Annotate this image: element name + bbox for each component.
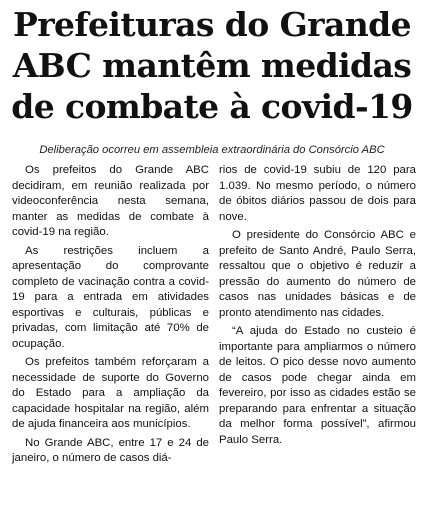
left-column <box>12 163 209 470</box>
headline <box>6 4 418 127</box>
subtitle: Deliberação ocorreu em assembleia extraordinária do Consórcio ABC <box>39 144 385 156</box>
paragraph: O presidente do Consórcio ABC e prefeito de Santo André, Paulo Serra, ressaltou que o objetivo é reduzir a pressão do aumento do número de casos nas unidades básicas e de pronto atendimento nas cidades. <box>219 229 416 319</box>
paragraph: As restrições incluem a apresentação do comprovante completo de vacinação contra a covid-19 para a entrada em atividades esportivas e culturais, públicas e privadas, com limitação até 70% de ocupação. <box>12 244 209 350</box>
headline-line: ABC mantêm medidas <box>12 46 412 85</box>
paragraph: Os prefeitos do Grande ABC decidiram, em reunião realizada por videoconferência nesta semana, manter as medidas de combate à covid-19 na região. <box>12 164 209 238</box>
headline-line: de combate à covid-19 <box>11 87 413 126</box>
headline-line: Prefeituras do Grande <box>13 5 411 44</box>
right-column <box>219 163 416 451</box>
paragraph: No Grande ABC, entre 17 e 24 de janeiro, o número de casos diá- <box>12 436 209 464</box>
paragraph: rios de covid-19 subiu de 120 para 1.039. No mesmo período, o número de óbitos diários passou de dois para nove. <box>219 164 416 223</box>
paragraph: “A ajuda do Estado no custeio é importante para ampliarmos o número de leitos. O pico desse novo aumento de casos pode chegar ainda em fevereiro, por isso as cidades estão se preparando para enfrentar a situação da melhor forma possível”, afirmou Paulo Serra. <box>219 325 416 446</box>
paragraph: Os prefeitos também reforçaram a necessidade de suporte do Governo do Estado para a ampliação da capacidade hospitalar na região, além de ajuda financeira aos municípios. <box>12 356 209 430</box>
